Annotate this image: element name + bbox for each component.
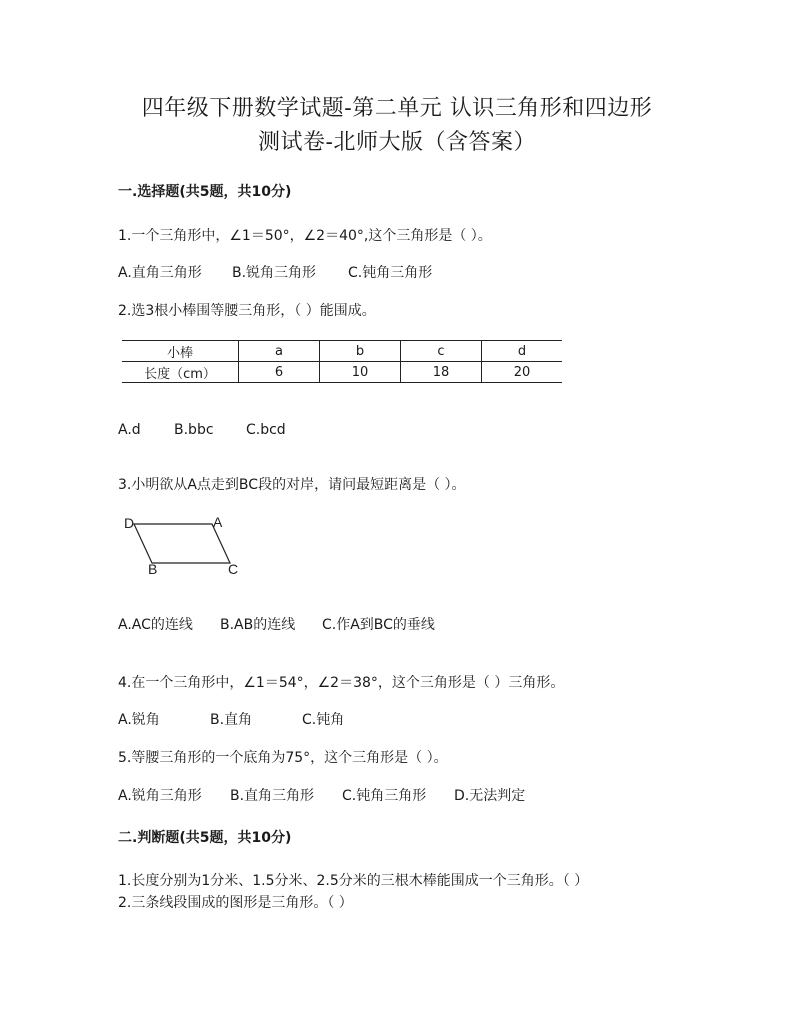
option-a: A.直角三角形 xyxy=(118,265,202,281)
judge-question-2: 2.三条线段围成的图形是三角形。（ ） xyxy=(118,895,353,911)
option-c: C.作A到BC的垂线 xyxy=(322,617,435,633)
option-b: B.锐角三角形 xyxy=(232,265,317,281)
option-a: A.锐角 xyxy=(118,712,160,728)
table-header-cell: a xyxy=(239,341,320,362)
question-1-options xyxy=(118,262,432,282)
table-header-cell: d xyxy=(482,341,563,362)
option-c: C.钝角 xyxy=(302,712,345,728)
option-a: A.AC的连线 xyxy=(118,617,193,633)
section-2-heading: 二.判断题(共5题，共10分) xyxy=(118,830,292,846)
parallelogram-diagram xyxy=(118,508,248,580)
table-row xyxy=(122,362,562,383)
option-a: A.d xyxy=(118,422,141,438)
question-5-options xyxy=(118,785,525,805)
option-b: B.AB的连线 xyxy=(220,617,296,633)
page-title-line-1: 四年级下册数学试题-第二单元 认识三角形和四边形 xyxy=(141,96,653,121)
question-2-options xyxy=(118,422,286,438)
option-b: B.直角 xyxy=(210,712,253,728)
question-5-text: 5.等腰三角形的一个底角为75°，这个三角形是（ ）。 xyxy=(118,750,448,766)
label-a: A xyxy=(213,514,223,530)
option-d: D.无法判定 xyxy=(454,788,526,804)
sticks-table xyxy=(122,340,562,383)
label-d: D xyxy=(124,515,135,531)
option-c: C.钝角三角形 xyxy=(348,265,433,281)
table-cell: 10 xyxy=(320,362,401,383)
option-b: B.直角三角形 xyxy=(230,788,315,804)
question-3-options xyxy=(118,614,435,634)
table-cell: 长度（cm） xyxy=(122,362,239,383)
question-2-text: 2.选3根小棒围等腰三角形，（ ）能围成。 xyxy=(118,303,376,319)
table-row xyxy=(122,341,562,362)
table-cell: 20 xyxy=(482,362,563,383)
table-header-cell: b xyxy=(320,341,401,362)
parallelogram-figure xyxy=(118,508,248,584)
option-c: C.钝角三角形 xyxy=(342,788,427,804)
question-4-text: 4.在一个三角形中，∠1＝54°，∠2＝38°，这个三角形是（ ）三角形。 xyxy=(118,675,565,691)
label-b: B xyxy=(148,561,158,577)
option-c: C.bcd xyxy=(246,422,286,438)
section-1-heading: 一.选择题(共5题，共10分) xyxy=(118,184,292,200)
question-3-text: 3.小明欲从A点走到BC段的对岸，请问最短距离是（ ）。 xyxy=(118,477,466,493)
table-header-cell: c xyxy=(401,341,482,362)
question-4-options xyxy=(118,709,344,729)
table-header-cell: 小棒 xyxy=(122,341,239,362)
table-cell: 18 xyxy=(401,362,482,383)
table-cell: 6 xyxy=(239,362,320,383)
label-c: C xyxy=(228,561,239,577)
option-b: B.bbc xyxy=(174,422,214,438)
judge-question-1: 1.长度分别为1分米、1.5分米、2.5分米的三根木棒能围成一个三角形。（ ） xyxy=(118,873,589,889)
page-title-line-2: 测试卷-北师大版（含答案） xyxy=(258,130,536,155)
question-1-text: 1.一个三角形中，∠1＝50°，∠2＝40°,这个三角形是（ ）。 xyxy=(118,228,492,244)
option-a: A.锐角三角形 xyxy=(118,788,202,804)
